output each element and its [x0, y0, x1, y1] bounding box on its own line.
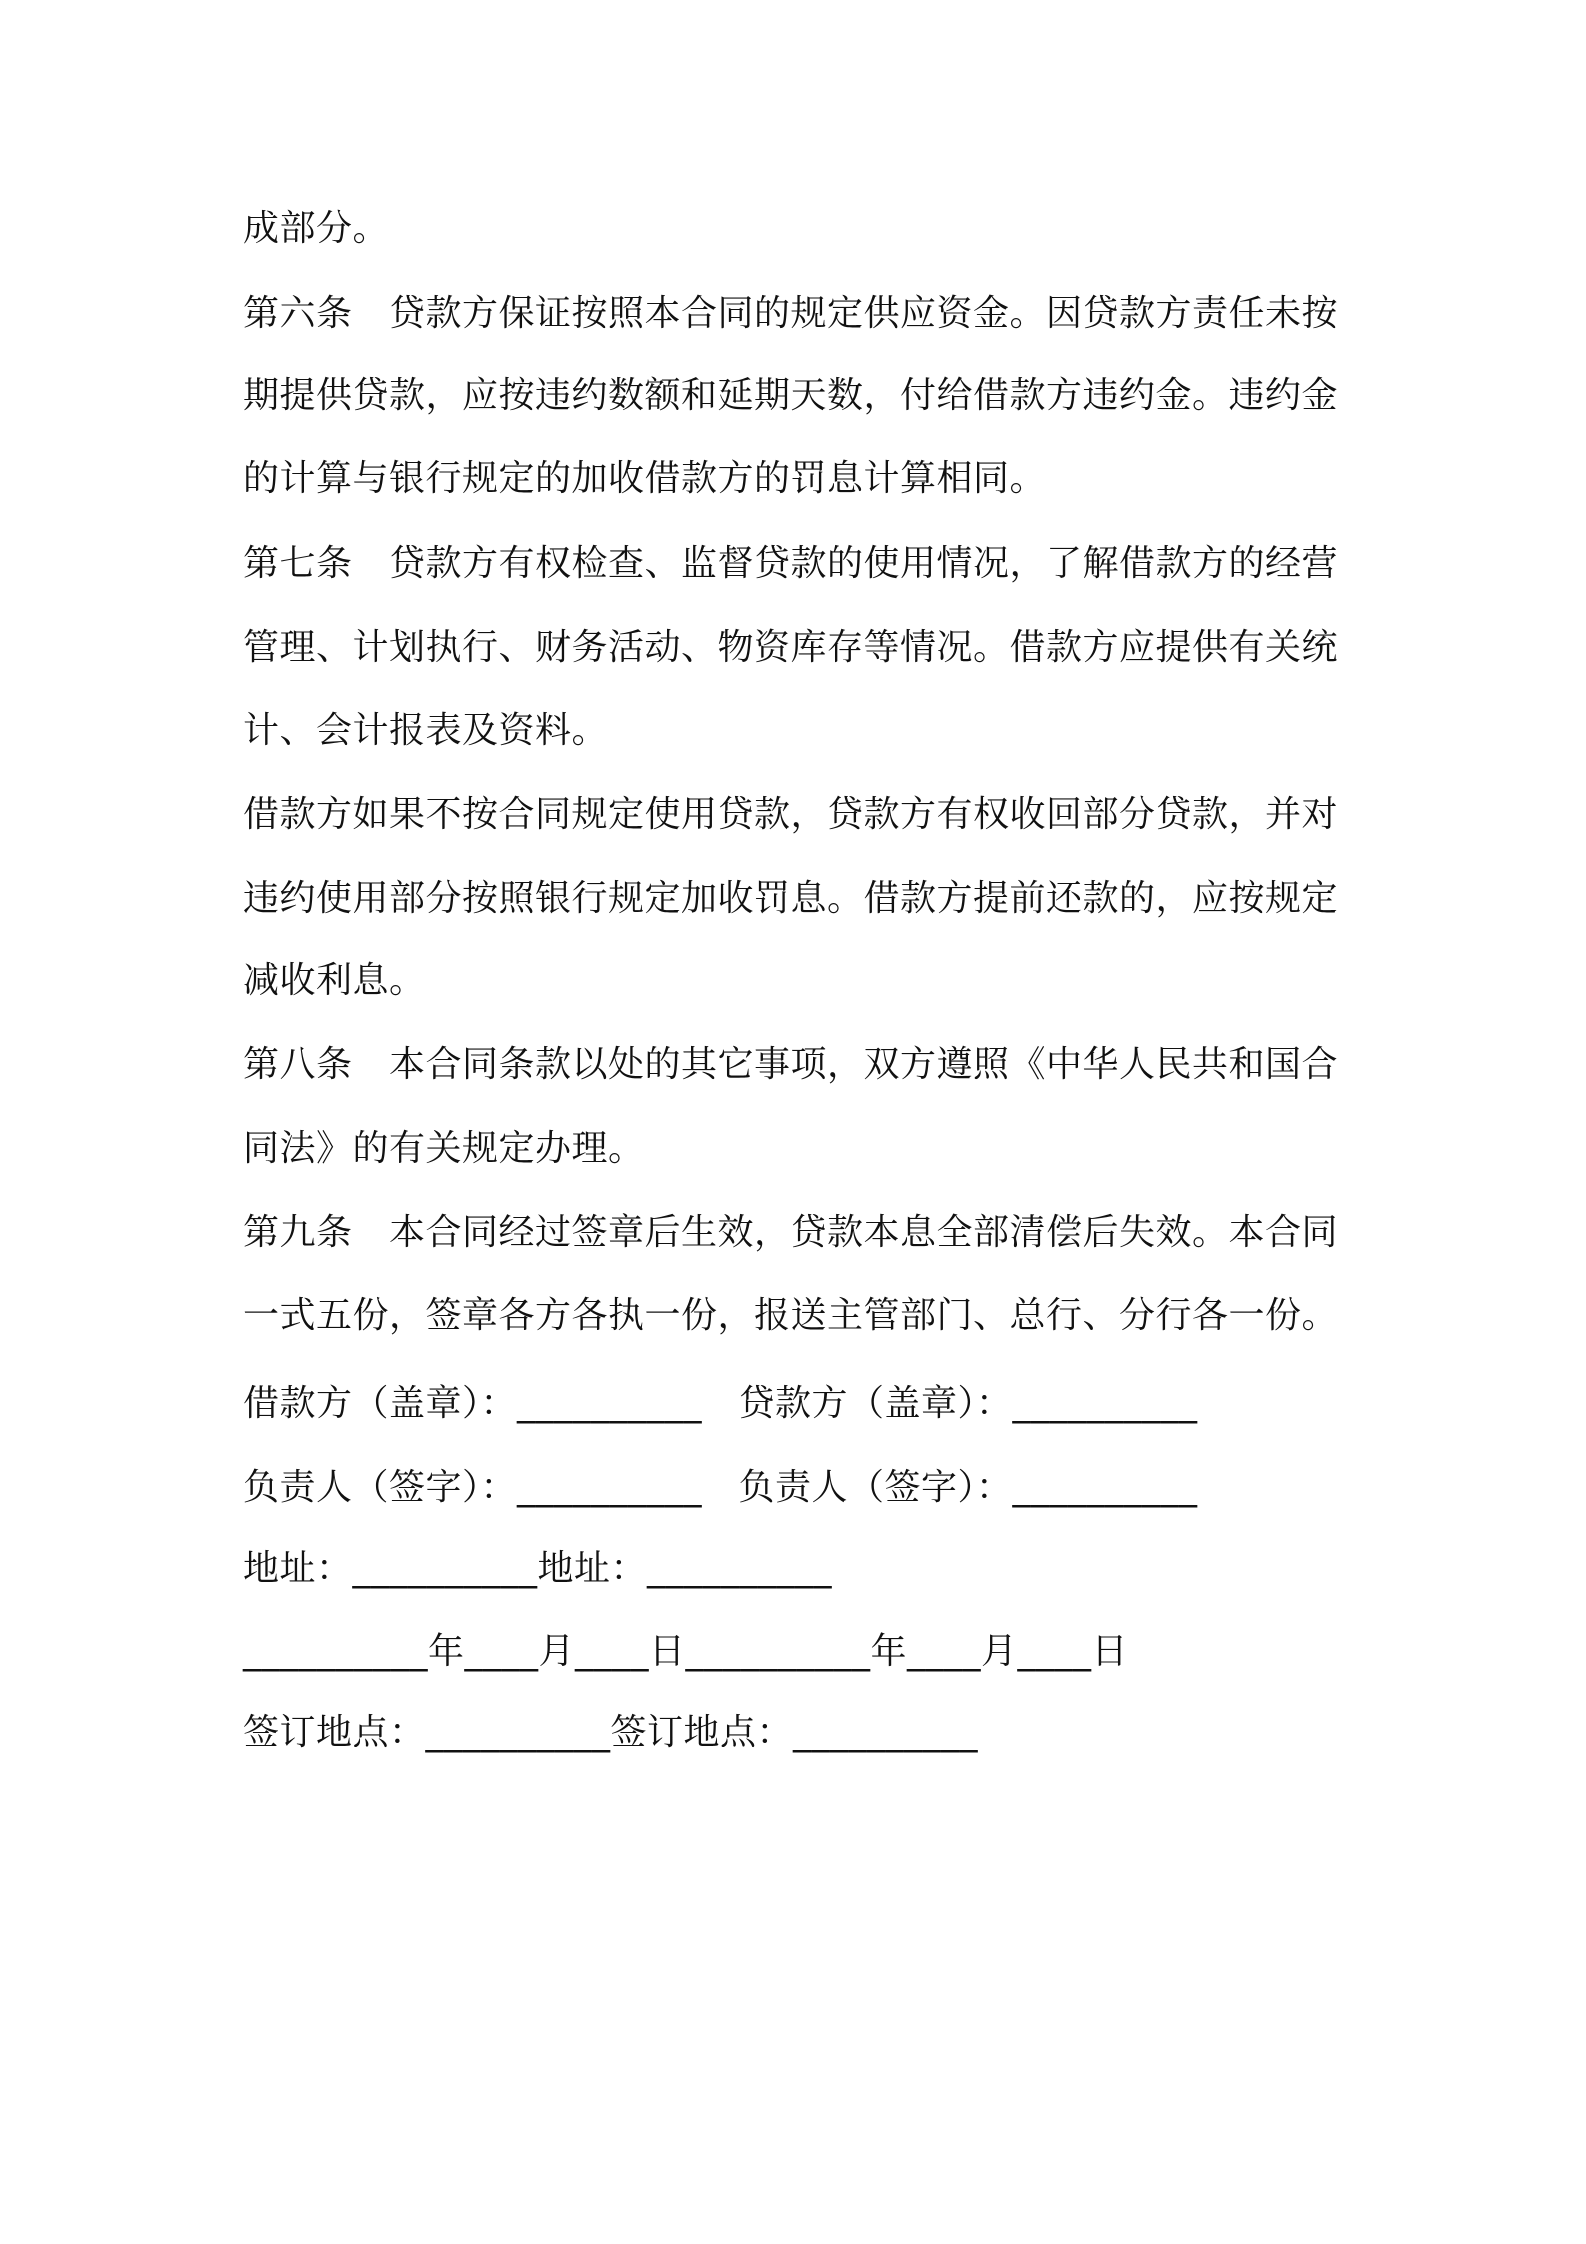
- text-line: 违约使用部分按照银行规定加收罚息。借款方提前还款的，应按规定: [243, 878, 1339, 919]
- text-line: 的计算与银行规定的加收借款方的罚息计算相同。: [243, 458, 1047, 499]
- article-6-line: 第六条 贷款方保证按照本合同的规定供应资金。因贷款方责任未按: [243, 293, 1339, 334]
- article-9-line: 第九条 本合同经过签章后生效，贷款本息全部清偿后失效。本合同: [243, 1212, 1339, 1253]
- text-line: 管理、计划执行、财务活动、物资库存等情况。借款方应提供有关统: [243, 627, 1339, 668]
- signing-place-line: 签订地点：__________签订地点：__________: [243, 1712, 979, 1753]
- text-line: 借款方如果不按合同规定使用贷款，贷款方有权收回部分贷款，并对: [243, 794, 1339, 835]
- text-line: 期提供贷款，应按违约数额和延期天数，付给借款方违约金。违约金: [243, 375, 1339, 416]
- signature-line-responsible: 负责人（签字）：__________ 负责人（签字）：__________: [243, 1467, 1198, 1508]
- article-7-line: 第七条 贷款方有权检查、监督贷款的使用情况，了解借款方的经营: [243, 543, 1339, 584]
- date-line: __________年____月____日__________年____月____日: [243, 1631, 1128, 1672]
- signature-line-seal: 借款方（盖章）：__________ 贷款方（盖章）：__________: [243, 1383, 1198, 1424]
- text-line: 同法》的有关规定办理。: [243, 1128, 645, 1169]
- text-line: 计、会计报表及资料。: [243, 710, 609, 751]
- article-8-line: 第八条 本合同条款以处的其它事项，双方遵照《中华人民共和国合: [243, 1044, 1339, 1085]
- address-line: 地址：__________地址：__________: [243, 1548, 833, 1589]
- text-line: 减收利息。: [243, 960, 426, 1001]
- text-line: 成部分。: [243, 208, 390, 249]
- text-line: 一式五份，签章各方各执一份，报送主管部门、总行、分行各一份。: [243, 1295, 1339, 1336]
